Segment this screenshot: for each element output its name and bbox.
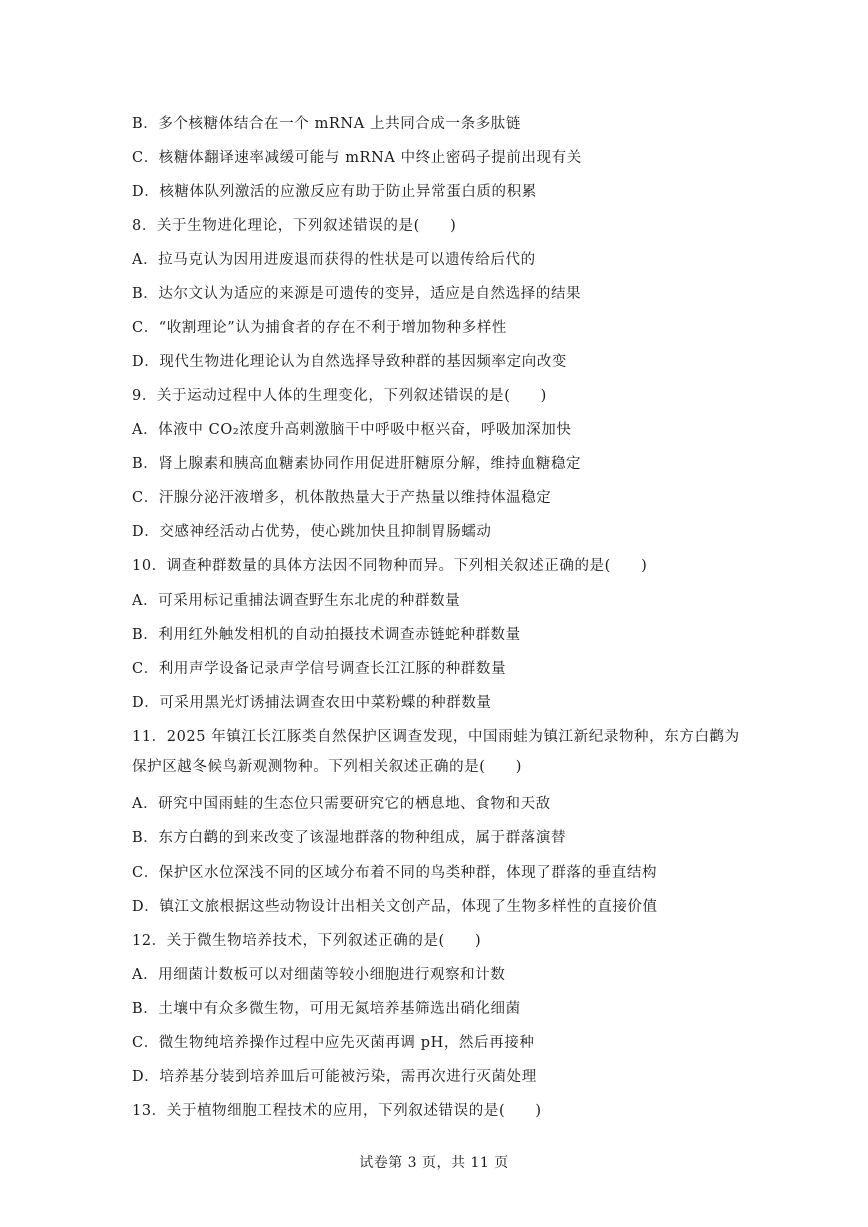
option-12c: C．微生物纯培养操作过程中应先灭菌再调 pH，然后再接种 [132,1035,535,1051]
question-8: 8．关于生物进化理论，下列叙述错误的是( ) [132,218,457,234]
option-11b: B．东方白鹳的到来改变了该湿地群落的物种组成，属于群落演替 [132,830,567,846]
option-9d: D．交感神经活动占优势，使心跳加快且抑制胃肠蠕动 [132,524,492,540]
option-10d: D．可采用黑光灯诱捕法调查农田中菜粉蝶的种群数量 [132,695,492,711]
option-9a: A．体液中 CO₂浓度升高刺激脑干中呼吸中枢兴奋，呼吸加深加快 [132,422,572,438]
option-9b: B．肾上腺素和胰高血糖素协同作用促进肝糖原分解，维持血糖稳定 [132,456,582,472]
option-12d: D．培养基分装到培养皿后可能被污染，需再次进行灭菌处理 [132,1069,537,1085]
option-8d: D．现代生物进化理论认为自然选择导致种群的基因频率定向改变 [132,354,568,370]
option-12a: A．用细菌计数板可以对细菌等较小细胞进行观察和计数 [132,967,506,983]
question-10: 10．调查种群数量的具体方法因不同物种而异。下列相关叙述正确的是( ) [132,558,648,574]
option-7b: B．多个核糖体结合在一个 mRNA 上共同合成一条多肽链 [132,116,521,132]
option-10b: B．利用红外触发相机的自动拍摄技术调查赤链蛇种群数量 [132,627,521,643]
option-11a: A．研究中国雨蛙的生态位只需要研究它的栖息地、食物和天敌 [132,796,551,812]
question-11: 11．2025 年镇江长江豚类自然保护区调查发现，中国雨蛙为镇江新纪录物种，东方白鹳为保护区越冬候鸟新观测物种。下列相关叙述正确的是( ) [132,729,740,775]
option-11d: D．镇江文旅根据这些动物设计出相关文创产品，体现了生物多样性的直接价值 [132,899,658,915]
option-8b: B．达尔文认为适应的来源是可遗传的变异，适应是自然选择的结果 [132,286,582,302]
option-8a: A．拉马克认为因用进废退而获得的性状是可以遗传给后代的 [132,252,536,268]
option-7d: D．核糖体队列激活的应激反应有助于防止异常蛋白质的积累 [132,184,537,200]
option-9c: C．汗腺分泌汗液增多，机体散热量大于产热量以维持体温稳定 [132,490,552,506]
page-footer: 试卷第 3 页，共 11 页 [359,1155,509,1171]
option-12b: B．土壤中有众多微生物，可用无氮培养基筛选出硝化细菌 [132,1001,521,1017]
option-8c: C．“收割理论”认为捕食者的存在不利于增加物种多样性 [132,320,508,336]
option-10a: A．可采用标记重捕法调查野生东北虎的种群数量 [132,593,461,609]
question-12: 12．关于微生物培养技术，下列叙述正确的是( ) [132,933,482,949]
question-9: 9．关于运动过程中人体的生理变化，下列叙述错误的是( ) [132,388,547,404]
option-7c: C．核糖体翻译速率减缓可能与 mRNA 中终止密码子提前出现有关 [132,150,582,166]
option-10c: C．利用声学设备记录声学信号调查长江江豚的种群数量 [132,661,507,677]
question-13: 13．关于植物细胞工程技术的应用，下列叙述错误的是( ) [132,1103,542,1119]
option-11c: C．保护区水位深浅不同的区域分布着不同的鸟类种群，体现了群落的垂直结构 [132,865,658,881]
